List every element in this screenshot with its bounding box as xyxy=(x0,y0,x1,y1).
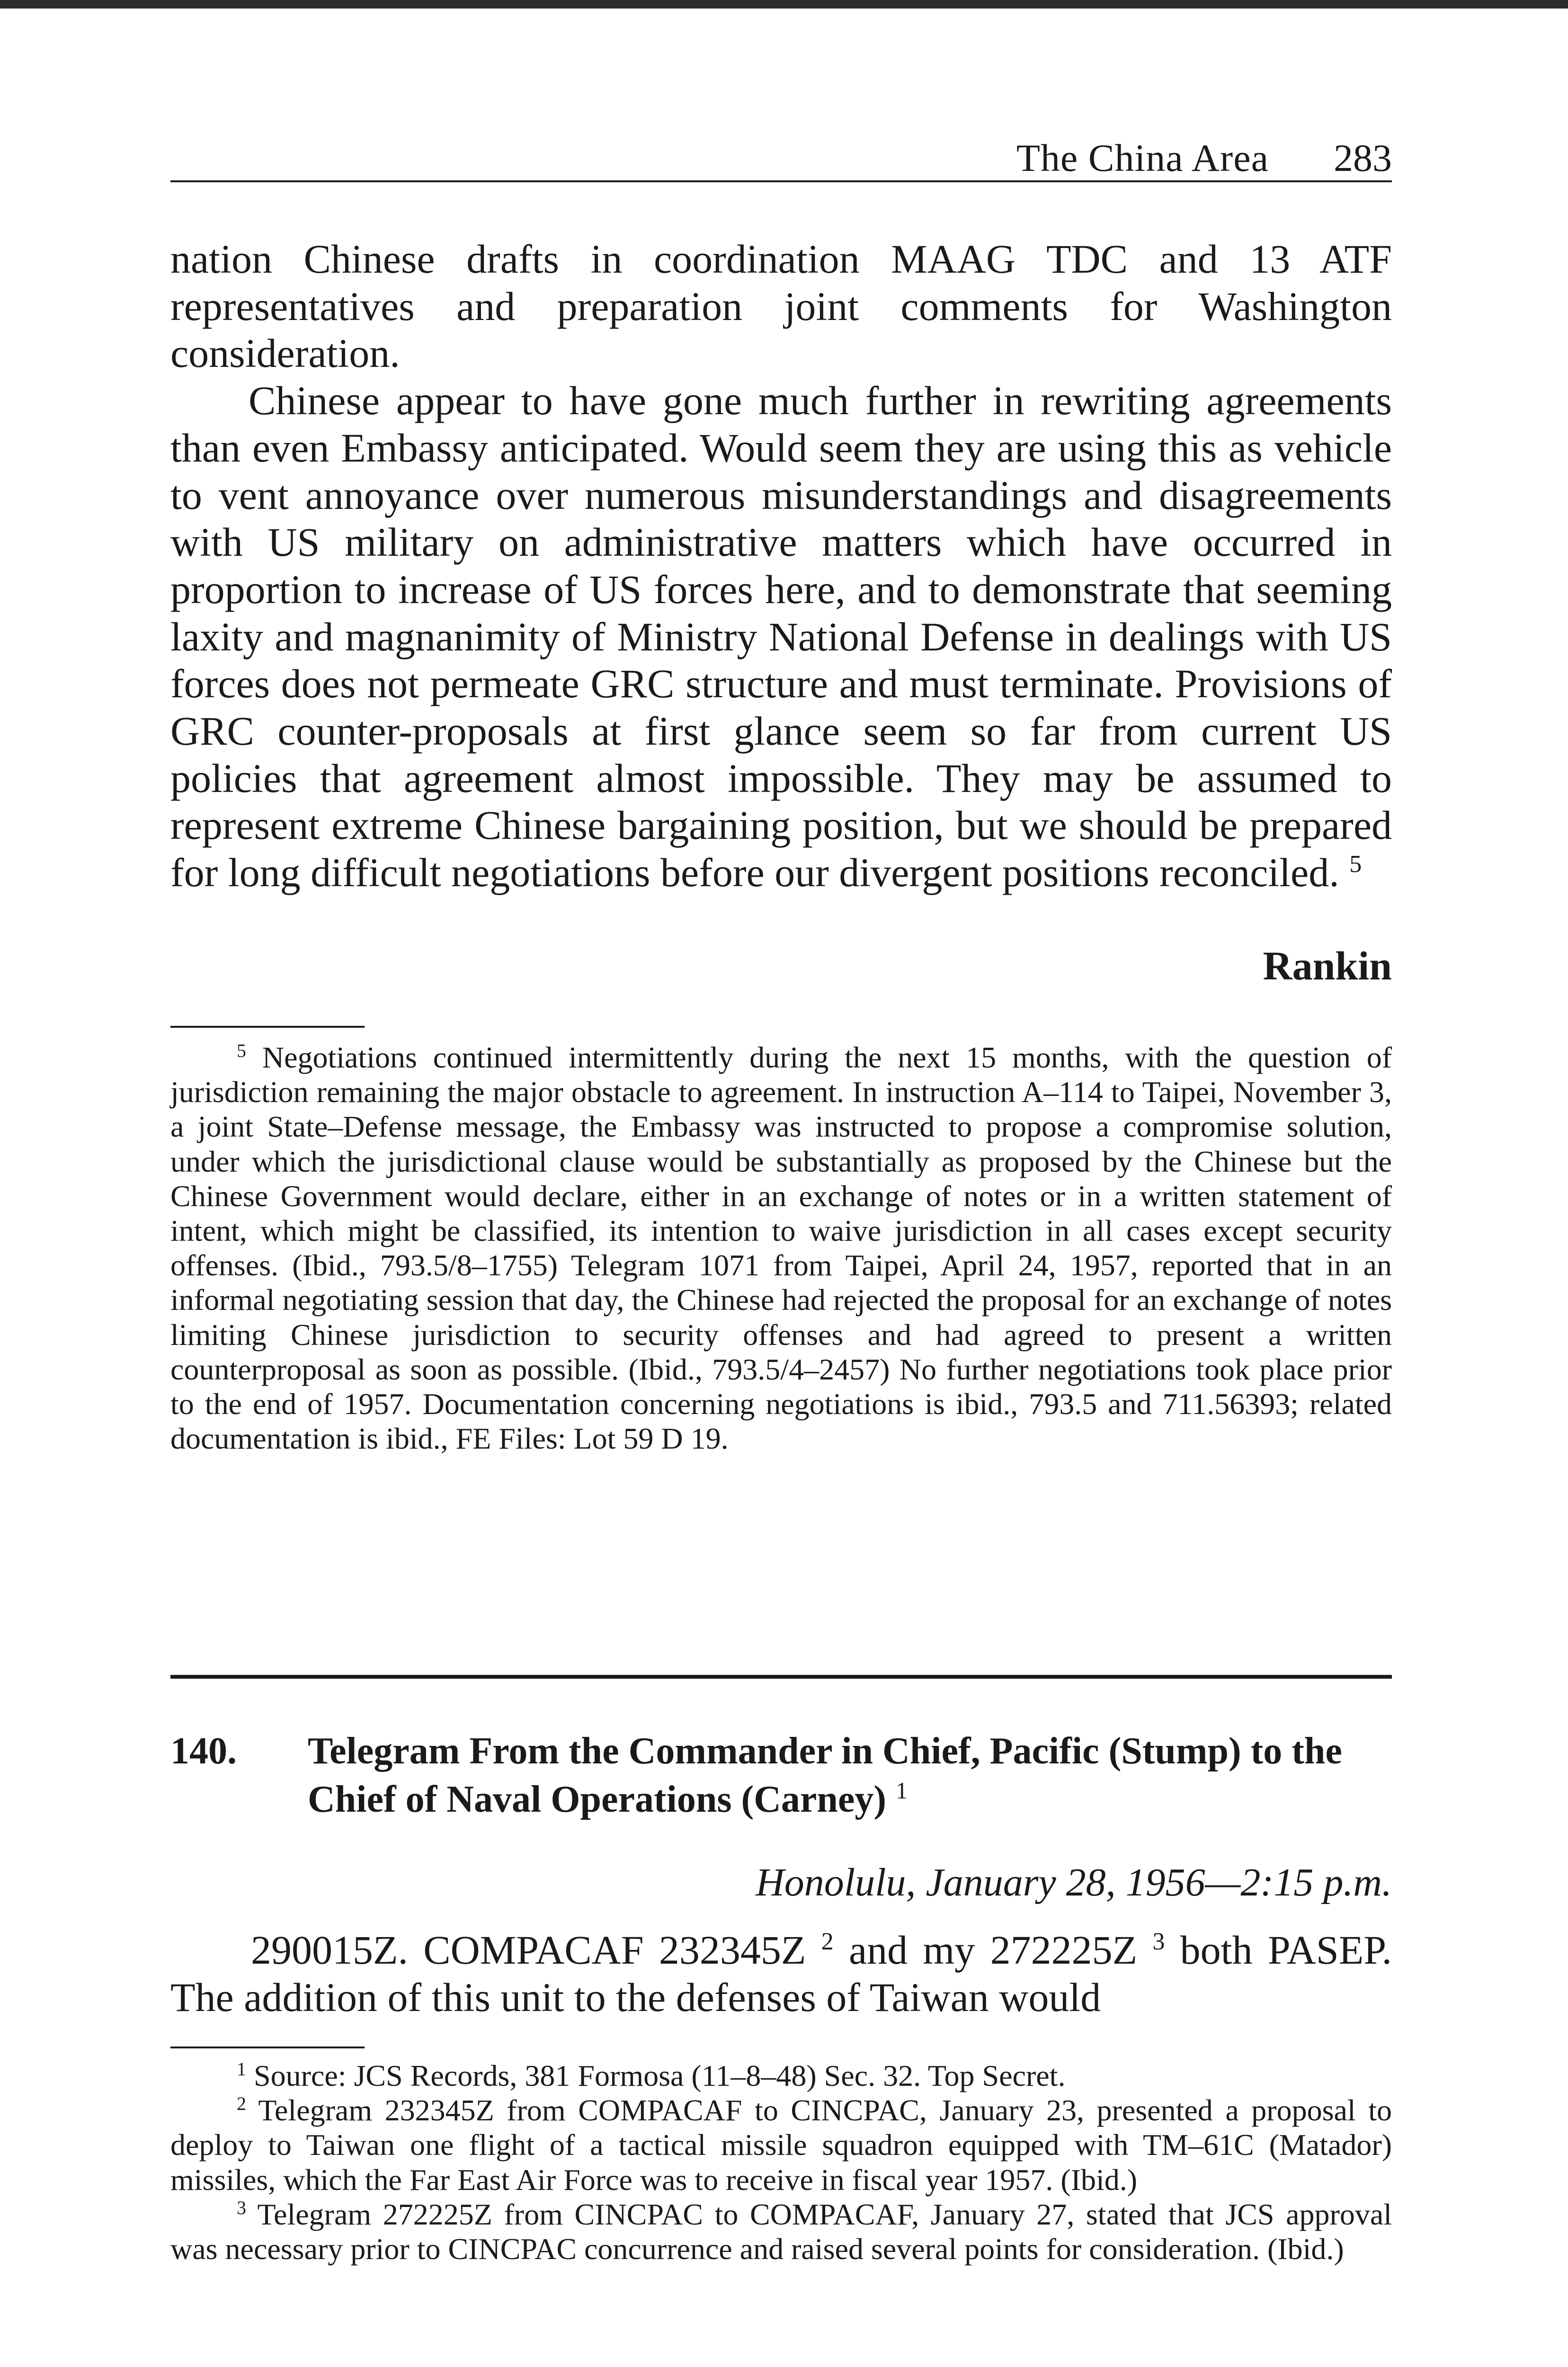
paragraph-2 xyxy=(170,377,1392,897)
scan-top-border xyxy=(0,0,1568,9)
page-number: 283 xyxy=(1334,136,1392,179)
footnote-3: $^3$ Telegram 272225Z from CINCPAC to COMPACAF, January 27, stated that JCS approval was necessary prior to CINCPAC concurrence and raised several points for consideration. (Ibid.) xyxy=(170,2197,1392,2266)
header-rule xyxy=(170,180,1392,182)
document-title: Telegram From the Commander in Chief, Pacific (Stump) to the Chief of Naval Operations (Carney) $^1$ xyxy=(308,1730,1342,1820)
telegram-body xyxy=(170,1927,1392,2021)
footnote-rule-bottom xyxy=(170,2047,365,2048)
document-number: 140. xyxy=(170,1730,237,1772)
paragraph-2-text: Chinese appear to have gone much further in rewriting agreements than even Embassy anticipated. Would seem they are using this as vehicle to vent annoyance over numerous misunderstandings and disagreements with US military on administrative matters which have occurred in proportion to increase of US forces here, and to demonstrate that seeming laxity and magnanimity of Ministry National Defense in dealings with US forces does not permeate GRC structure and must terminate. Provisions of GRC counter-proposals at first glance seem so far from current US policies that agreement almost impossible. They may be assumed to represent extreme Chinese bargaining position, but we should be prepared for long difficult negotiations before our divergent positions reconciled. xyxy=(170,378,1392,896)
footnote-ref-2: 2 xyxy=(821,1928,834,1955)
footnote-ref-1: 1 xyxy=(896,1777,908,1804)
footnote-text: Negotiations continued intermittently during the next 15 months, with the question of jurisdiction remaining the major obstacle to agreement. In instruction A–114 to Taipei, November 3, a joint State–Defense message, the Embassy was instructed to propose a compromise solution, under which the jurisdictional clause would be substantially as proposed by the Chinese but the Chinese Government would declare, either in an exchange of notes or in a written statement of intent, which might be classified, its intention to waive jurisdiction in all cases except security offenses. (Ibid., 793.5/8–1755) Telegram 1071 from Taipei, April 24, 1957, reported that in an informal negotiating session that day, the Chinese had rejected the proposal for an exchange of notes limiting Chinese jurisdiction to security offenses and had agreed to present a written counterproposal as soon as possible. (Ibid., 793.5/4–2457) No further negotiations took place prior to the end of 1957. Documentation concerning negotiations is ibid., 793.5 and 711.56393; related documentation is ibid., FE Files: Lot 59 D 19. xyxy=(170,1041,1392,1456)
document-separator xyxy=(170,1675,1392,1679)
footnotes-list xyxy=(170,2058,1392,2266)
footnote-rule-top xyxy=(170,1026,365,1028)
footnote-5 xyxy=(170,1040,1392,1456)
running-header xyxy=(170,130,1392,182)
telegram-continuation xyxy=(170,236,1392,897)
telegram-paragraph: 290015Z. COMPACAF 232345Z $^2$ and my 272225Z $^3$ both PASEP. The addition of this unit to the defenses of Taiwan would xyxy=(170,1927,1392,2020)
signature: Rankin xyxy=(1263,943,1392,988)
section-title: The China Area xyxy=(1016,136,1269,179)
footnote-2: $^2$ Telegram 232345Z from COMPACAF to CINCPAC, January 23, presented a proposal to deploy to Taiwan one flight of a tactical missile squadron equipped with TM–61C (Matador) missiles, which the Far East Air Force was to receive in fiscal year 1957. (Ibid.) xyxy=(170,2093,1392,2197)
dateline: Honolulu, January 28, 1956—2:15 p.m. xyxy=(756,1860,1392,1904)
footnote-1: $^1$ Source: JCS Records, 381 Formosa (11–8–48) Sec. 32. Top Secret. xyxy=(237,2058,1066,2092)
paragraph-1: nation Chinese drafts in coordination MAAG TDC and 13 ATF representatives and preparation joint comments for Washington consideration. xyxy=(170,236,1392,376)
footnote-ref-3: 3 xyxy=(1152,1928,1165,1955)
footnote-marker: 5 xyxy=(237,1040,246,1061)
footnote-ref-5: 5 xyxy=(1349,851,1362,878)
